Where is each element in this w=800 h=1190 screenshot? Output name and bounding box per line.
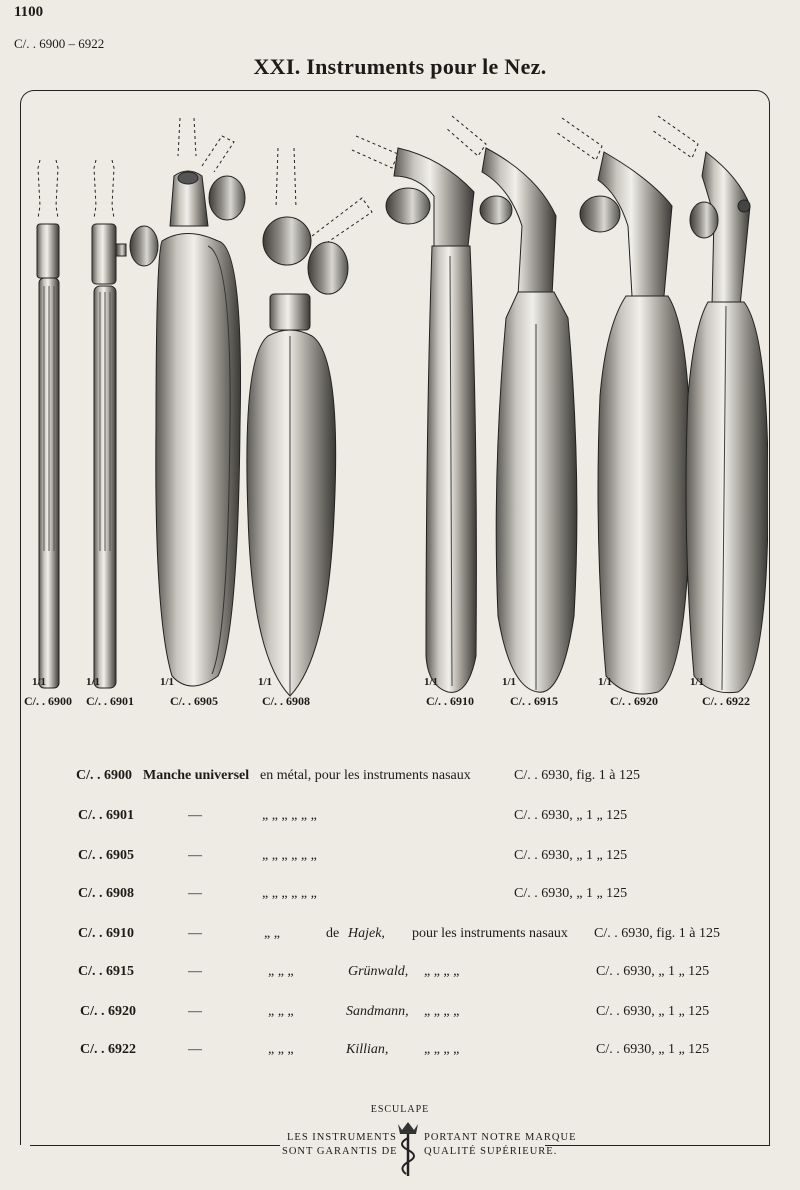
row-maker: Killian,	[346, 1042, 389, 1057]
footer-line2-left: SONT GARANTIS DE	[282, 1146, 398, 1157]
row-code: C/. . 6905	[78, 848, 134, 863]
row-code: C/. . 6901	[78, 808, 134, 823]
row-xref: C/. . 6930, „ 1 „ 125	[514, 848, 628, 863]
handle-6908-icon	[247, 148, 372, 696]
handle-6905-icon	[156, 118, 245, 686]
row-desc: en métal, pour les instruments nasaux	[260, 768, 471, 783]
footer-brand: ESCULAPE	[370, 1104, 430, 1115]
catalog-row	[0, 848, 800, 870]
row-ditto: „ „ „	[268, 1042, 294, 1057]
catalog-row	[0, 964, 800, 986]
row-xref: C/. . 6930, „ 1 „ 125	[514, 886, 628, 901]
row-code: C/. . 6900	[76, 768, 132, 783]
page-title: XXI. Instruments pour le Nez.	[253, 54, 547, 79]
scale-marker: 1/1	[258, 676, 273, 688]
figure-ref-6908: C/. . 6908	[262, 694, 310, 708]
scale-marker: 1/1	[598, 676, 613, 688]
row-xref: C/. . 6930, fig. 1 à 125	[594, 926, 720, 941]
row-dash: —	[188, 886, 202, 901]
row-dash: —	[188, 1004, 202, 1019]
row-xref: C/. . 6930, „ 1 „ 125	[596, 1004, 710, 1019]
row-xref: C/. . 6930, fig. 1 à 125	[514, 768, 640, 783]
row-ditto-2: „ „ „ „	[424, 1042, 460, 1057]
handle-6920-icon	[556, 118, 691, 694]
catalog-row	[0, 808, 800, 830]
handle-6901-icon	[92, 160, 158, 688]
figure-ref-6910: C/. . 6910	[426, 694, 474, 708]
catalog-row	[0, 926, 800, 948]
figure-ref-6915: C/. . 6915	[510, 694, 558, 708]
row-code: C/. . 6915	[78, 964, 134, 979]
row-ditto-2: „ „ „ „	[424, 1004, 460, 1019]
row-ditto-2: „ „ „ „	[424, 964, 460, 979]
handle-6910-icon	[352, 136, 476, 692]
figure-ref-6900: C/. . 6900	[24, 694, 72, 708]
row-code: C/. . 6922	[80, 1042, 136, 1057]
row-dash: —	[188, 964, 202, 979]
page-range: C/. . 6900 – 6922	[14, 36, 105, 51]
row-bold-desc: Manche universel	[143, 768, 250, 783]
row-desc: pour les instruments nasaux	[412, 926, 568, 941]
scale-marker: 1/1	[424, 676, 439, 688]
row-code: C/. . 6910	[78, 926, 134, 941]
scale-marker: 1/1	[502, 676, 517, 688]
figure-ref-6901: C/. . 6901	[86, 694, 134, 708]
footer-rule-left	[30, 1145, 280, 1146]
row-ditto: „ „ „	[268, 964, 294, 979]
row-code: C/. . 6908	[78, 886, 134, 901]
footer-line1-right: PORTANT NOTRE MARQUE	[424, 1132, 577, 1143]
figure-ref-6920: C/. . 6920	[610, 694, 658, 708]
row-prefix: de	[326, 926, 340, 941]
scale-marker: 1/1	[32, 676, 47, 688]
row-ditto: „ „	[264, 926, 280, 941]
row-xref: C/. . 6930, „ 1 „ 125	[596, 964, 710, 979]
row-dash: —	[188, 926, 202, 941]
row-ditto: „ „ „ „ „ „	[262, 848, 317, 863]
row-dash: —	[188, 1042, 202, 1057]
figure-ref-6905: C/. . 6905	[170, 694, 218, 708]
row-ditto: „ „ „	[268, 1004, 294, 1019]
row-xref: C/. . 6930, „ 1 „ 125	[596, 1042, 710, 1057]
row-dash: —	[188, 808, 202, 823]
row-maker: Sandmann,	[346, 1004, 409, 1019]
page-number: 1100	[14, 4, 44, 20]
row-dash: —	[188, 848, 202, 863]
catalog-row	[0, 1042, 800, 1064]
scale-marker: 1/1	[86, 676, 101, 688]
instrument-plate	[22, 96, 768, 716]
footer-line2-right: QUALITÉ SUPÉRIEURE.	[424, 1146, 558, 1157]
figure-ref-6922: C/. . 6922	[702, 694, 750, 708]
row-ditto: „ „ „ „ „ „	[262, 886, 317, 901]
row-xref: C/. . 6930, „ 1 „ 125	[514, 808, 628, 823]
catalog-row	[0, 768, 800, 790]
row-code: C/. . 6920	[80, 1004, 136, 1019]
row-maker: Hajek,	[348, 926, 385, 941]
row-ditto: „ „ „ „ „ „	[262, 808, 317, 823]
scale-marker: 1/1	[690, 676, 705, 688]
scale-marker: 1/1	[160, 676, 175, 688]
row-maker: Grünwald,	[348, 964, 409, 979]
catalog-row	[0, 886, 800, 908]
handle-6900-icon	[37, 160, 59, 688]
footer-line1-left: LES INSTRUMENTS	[287, 1132, 397, 1143]
footer-rule-right	[545, 1145, 770, 1146]
catalog-row	[0, 1004, 800, 1026]
